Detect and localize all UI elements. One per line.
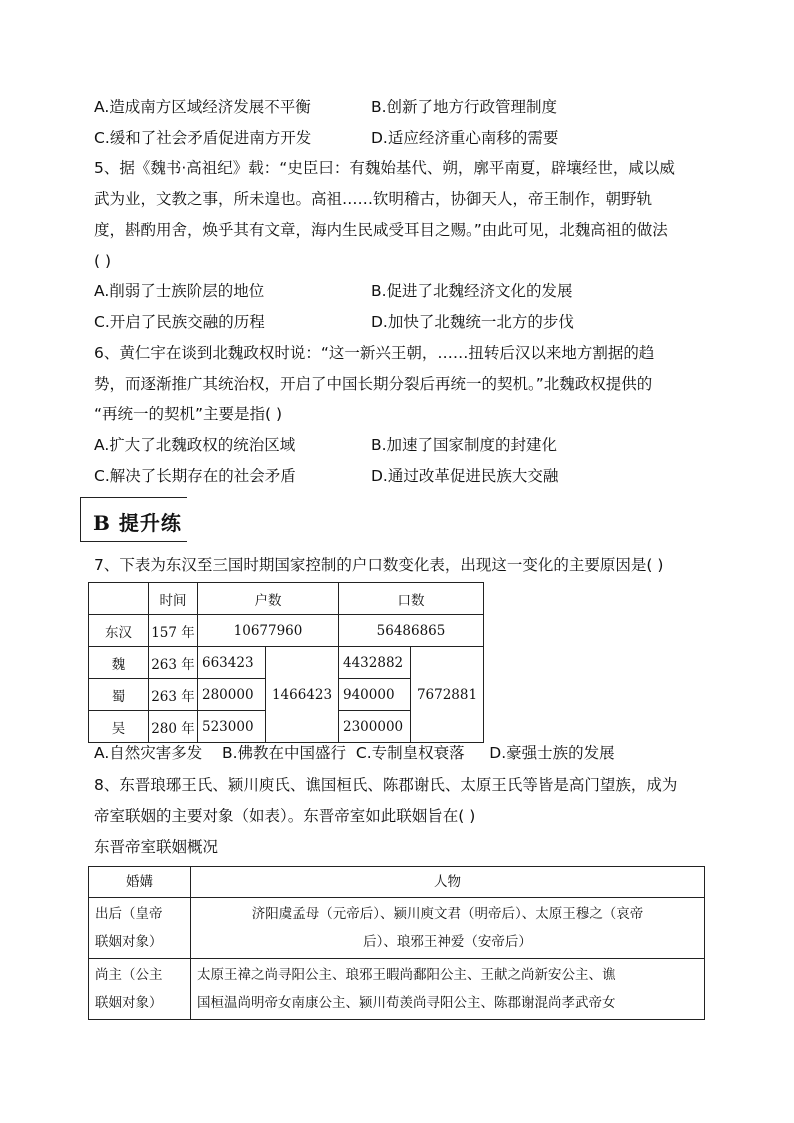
household-population-table	[88, 582, 484, 743]
year-cell: 157 年	[149, 615, 198, 647]
header-cell-households: 户数	[198, 583, 339, 615]
marriage-table	[88, 866, 705, 1020]
header-cell-population: 口数	[339, 583, 484, 615]
households-cell: 523000	[198, 711, 266, 743]
dynasty-cell: 吴	[89, 711, 149, 743]
q5-stem-line-3: 度，斟酌用舍，焕乎其有文章，海内生民咸受耳目之赐。”由此可见，北魏高祖的做法	[94, 221, 668, 239]
q6-option-d: D.通过改革促进民族大交融	[371, 467, 559, 485]
row-content-line: 后）、琅邪王神爱（安帝后）	[363, 934, 532, 950]
total-households-cell: 1466423	[266, 647, 339, 743]
q8-stem-line-2: 帝室联姻的主要对象（如表）。东晋帝室如此联姻旨在( )	[94, 807, 476, 825]
q8-table-caption: 东晋帝室联姻概况	[94, 838, 219, 856]
households-cell: 280000	[198, 679, 266, 711]
q4-option-c: C.缓和了社会矛盾促进南方开发	[94, 129, 312, 147]
q6-option-b: B.加速了国家制度的封建化	[371, 436, 558, 454]
row-label-line: 联姻对象）	[95, 995, 163, 1011]
header-cell-persons: 人物	[191, 867, 705, 898]
row-content-cell	[191, 959, 705, 1020]
row-label-line: 联姻对象）	[95, 934, 163, 950]
q5-stem-line-4: ( )	[94, 252, 112, 270]
q5-option-d: D.加快了北魏统一北方的步伐	[371, 313, 574, 331]
q6-stem-line-2: 势，而逐渐推广其统治权，开启了中国长期分裂后再统一的契机。”北魏政权提供的	[94, 375, 653, 393]
row-label-line: 出后（皇帝	[95, 906, 163, 922]
population-cell: 940000	[339, 679, 411, 711]
q6-stem-line-1: 6、黄仁宇在谈到北魏政权时说：“这一新兴王朝，……扭转后汉以来地方割据的趋	[94, 344, 655, 362]
q5-option-a: A.削弱了士族阶层的地位	[94, 282, 265, 300]
table-header-row	[89, 583, 484, 615]
row-label-cell	[89, 959, 191, 1020]
header-cell-time: 时间	[149, 583, 198, 615]
table-row	[89, 959, 705, 1020]
table-row	[89, 898, 705, 959]
year-cell: 263 年	[149, 679, 198, 711]
dynasty-cell: 东汉	[89, 615, 149, 647]
q5-stem-line-2: 武为业，文教之事，所未遑也。高祖……钦明稽古，协御天人，帝王制作，朝野轨	[94, 190, 653, 208]
section-heading-box	[80, 497, 187, 542]
header-cell-blank	[89, 583, 149, 615]
population-cell: 4432882	[339, 647, 411, 679]
households-cell: 663423	[198, 647, 266, 679]
population-cell: 2300000	[339, 711, 411, 743]
row-content-cell	[191, 898, 705, 959]
q5-option-b: B.促进了北魏经济文化的发展	[371, 282, 573, 300]
header-cell-marriage: 婚媾	[89, 867, 191, 898]
row-content-line: 国桓温尚明帝女南康公主、颍川荀羡尚寻阳公主、陈郡谢混尚孝武帝女	[197, 995, 616, 1011]
q4-option-a: A.造成南方区域经济发展不平衡	[94, 98, 311, 116]
q6-option-c: C.解决了长期存在的社会矛盾	[94, 467, 296, 485]
q4-option-d: D.适应经济重心南移的需要	[371, 129, 559, 147]
q5-stem-line-1: 5、据《魏书·高祖纪》载：“史臣曰：有魏始基代、朔，廓平南夏，辟壤经世，咸以威	[94, 159, 675, 177]
table-row	[89, 615, 484, 647]
year-cell: 280 年	[149, 711, 198, 743]
q7-options: A.自然灾害多发 B.佛教在中国盛行 C.专制皇权衰落 D.豪强士族的发展	[94, 744, 615, 762]
population-cell: 56486865	[339, 615, 484, 647]
q7-stem: 7、下表为东汉至三国时期国家控制的户口数变化表，出现这一变化的主要原因是( )	[94, 556, 664, 574]
row-label-line: 尚主（公主	[95, 967, 163, 983]
row-content-line: 太原王禕之尚寻阳公主、琅邪王暇尚鄱阳公主、王献之尚新安公主、谯	[197, 967, 616, 983]
dynasty-cell: 蜀	[89, 679, 149, 711]
year-cell: 263 年	[149, 647, 198, 679]
row-content-line: 济阳虞孟母（元帝后）、颍川庾文君（明帝后）、太原王穆之（哀帝	[251, 906, 644, 922]
row-label-cell	[89, 898, 191, 959]
section-title: B 提升练	[93, 511, 182, 535]
dynasty-cell: 魏	[89, 647, 149, 679]
q5-option-c: C.开启了民族交融的历程	[94, 313, 265, 331]
q6-option-a: A.扩大了北魏政权的统治区域	[94, 436, 296, 454]
q8-stem-line-1: 8、东晋琅琊王氏、颍川庾氏、谯国桓氏、陈郡谢氏、太原王氏等皆是高门望族，成为	[94, 776, 678, 794]
table-header-row	[89, 867, 705, 898]
total-population-cell: 7672881	[411, 647, 484, 743]
q4-option-b: B.创新了地方行政管理制度	[371, 98, 558, 116]
households-cell: 10677960	[198, 615, 339, 647]
q6-stem-line-3: “再统一的契机”主要是指( )	[94, 405, 283, 423]
table-row	[89, 647, 484, 679]
